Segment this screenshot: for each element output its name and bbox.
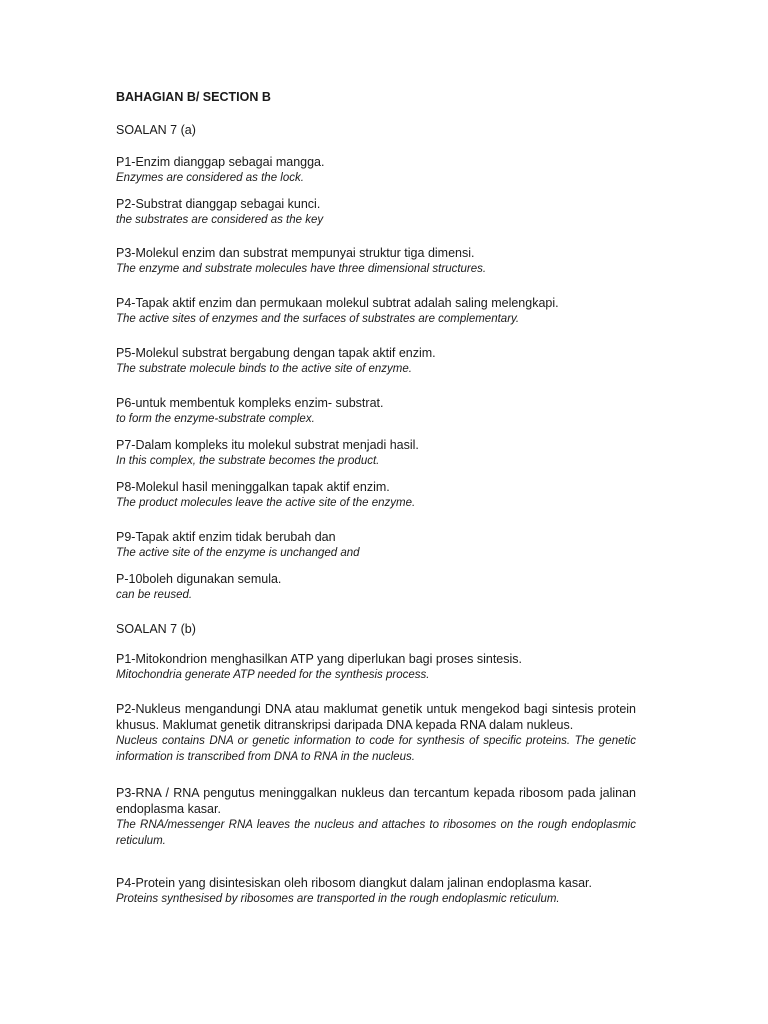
question-7a-label: SOALAN 7 (a) [116, 123, 196, 137]
point-malay-text: P9-Tapak aktif enzim tidak berubah dan [116, 530, 336, 544]
point-malay-text: P2-Substrat dianggap sebagai kunci. [116, 197, 321, 211]
point-english-text: the substrates are considered as the key [116, 214, 324, 226]
point-7a-4 [116, 295, 636, 327]
point-english-text: to form the enzyme-substrate complex. [116, 413, 315, 425]
point-7a-2 [116, 196, 636, 228]
point-7b-3 [116, 785, 636, 849]
point-7a-7 [116, 437, 636, 469]
point-7a-9 [116, 529, 636, 561]
point-malay-text: P4-Tapak aktif enzim dan permukaan molekul subtrat adalah saling melengkapi. [116, 296, 559, 310]
point-malay-text: P4-Protein yang disintesiskan oleh ribosom diangkut dalam jalinan endoplasma kasar. [116, 876, 592, 890]
point-7a-8 [116, 479, 636, 511]
point-malay-text: P3-Molekul enzim dan substrat mempunyai struktur tiga dimensi. [116, 246, 475, 260]
point-english-text: In this complex, the substrate becomes the product. [116, 455, 380, 467]
point-english-text: can be reused. [116, 589, 193, 601]
point-7a-5 [116, 345, 636, 377]
point-english-text: Nucleus contains DNA or genetic information to code for synthesis of specific proteins. The genetic information is transcribed from DNA to RNA in the nucleus. [116, 735, 636, 763]
point-malay-text: P1-Mitokondrion menghasilkan ATP yang diperlukan bagi proses sintesis. [116, 652, 523, 666]
point-english-text: Mitochondria generate ATP needed for the synthesis process. [116, 669, 430, 681]
point-english-text: The active sites of enzymes and the surfaces of substrates are complementary. [116, 313, 520, 325]
point-malay-text: P3-RNA / RNA pengutus meninggalkan nukleus dan tercantum kepada ribosom pada jalinan endoplasma kasar. [116, 786, 636, 816]
point-english-text: Proteins synthesised by ribosomes are transported in the rough endoplasmic reticulum. [116, 893, 560, 905]
point-malay-text: P2-Nukleus mengandungi DNA atau maklumat genetik untuk mengekod bagi sintesis protein khusus. Maklumat genetik ditranskripsi daripada DNA kepada RNA dalam nukleus. [116, 702, 636, 732]
point-english-text: The active site of the enzyme is unchanged and [116, 547, 360, 559]
point-malay-text: P8-Molekul hasil meninggalkan tapak aktif enzim. [116, 480, 390, 494]
point-7b-1 [116, 651, 636, 683]
point-malay-text: P6-untuk membentuk kompleks enzim- substrat. [116, 396, 384, 410]
point-malay-text: P7-Dalam kompleks itu molekul substrat menjadi hasil. [116, 438, 419, 452]
point-malay-text: P-10boleh digunakan semula. [116, 572, 282, 586]
point-malay-text: P5-Molekul substrat bergabung dengan tapak aktif enzim. [116, 346, 436, 360]
point-7a-3 [116, 245, 636, 277]
point-english-text: Enzymes are considered as the lock. [116, 172, 304, 184]
point-english-text: The substrate molecule binds to the active site of enzyme. [116, 363, 412, 375]
point-english-text: The product molecules leave the active site of the enzyme. [116, 497, 416, 509]
point-7b-2 [116, 701, 636, 765]
point-7a-10 [116, 571, 636, 603]
point-7a-1 [116, 154, 636, 186]
point-english-text: The enzyme and substrate molecules have three dimensional structures. [116, 263, 487, 275]
point-malay-text: P1-Enzim dianggap sebagai mangga. [116, 155, 325, 169]
question-7b-label: SOALAN 7 (b) [116, 622, 196, 636]
section-title: BAHAGIAN B/ SECTION B [116, 90, 271, 104]
point-7a-6 [116, 395, 636, 427]
point-7b-4 [116, 875, 636, 907]
point-english-text: The RNA/messenger RNA leaves the nucleus and attaches to ribosomes on the rough endoplasmic reticulum. [116, 819, 636, 847]
